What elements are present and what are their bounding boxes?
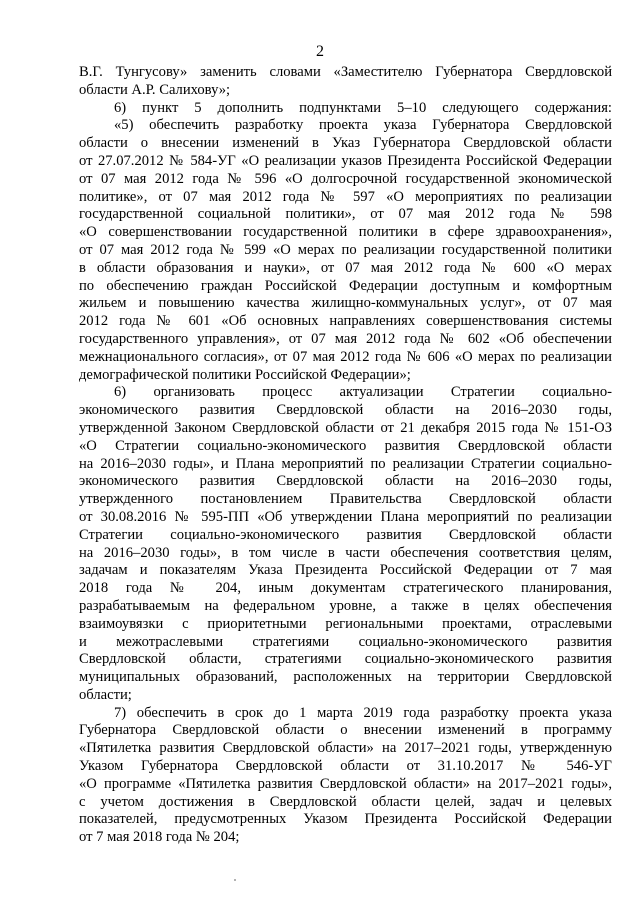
text-line: В.Г. Тунгусову» заменить словами «Заместителю Губернатора Свердловской bbox=[79, 64, 612, 80]
text-line: 6) организовать процесс актуализации Стратегии социально- bbox=[114, 384, 612, 401]
text-line: Свердловской области, стратегиями социально-экономического развития bbox=[79, 651, 612, 668]
text-line: от 07 мая 2012 года № 599 «О мерах по реализации государственной политики bbox=[79, 241, 612, 258]
text-line: «Пятилетка развития Свердловской области» на 2017–2021 годы, утвержденную bbox=[79, 740, 612, 757]
text-line: 7) обеспечить в срок до 1 марта 2019 года разработку проекта указа bbox=[114, 704, 612, 721]
text-line: политике», от 07 мая 2012 года № 597 «О мероприятиях по реализации bbox=[79, 188, 612, 205]
text-line: 2018 года № 204, иным документам стратегического планирования, bbox=[79, 580, 612, 597]
text-line: экономического развития Свердловской области на 2016–2030 годы, bbox=[79, 402, 612, 419]
page-number: 2 bbox=[316, 43, 324, 60]
text-line: от 7 мая 2018 года № 204; bbox=[79, 829, 240, 846]
text-line: Губернатора Свердловской области о внесении изменений в программу bbox=[79, 722, 612, 739]
document-body bbox=[79, 64, 612, 847]
text-line: области А.Р. Салихову»; bbox=[79, 81, 231, 98]
text-line: «О программе «Пятилетка развития Свердловской области» на 2017–2021 годы», bbox=[79, 775, 612, 792]
text-line: задачам и показателям Указа Президента Российской Федерации от 7 мая bbox=[79, 562, 612, 579]
text-line: утвержденной Законом Свердловской области от 21 декабря 2015 года № 151-ОЗ bbox=[79, 419, 612, 436]
text-line: утвержденного постановлением Правительства Свердловской области bbox=[79, 491, 612, 508]
text-line: области; bbox=[79, 686, 132, 703]
text-line: «5) обеспечить разработку проекта указа Губернатора Свердловской bbox=[114, 117, 612, 134]
text-line: и межотраслевыми стратегиями социально-экономического развития bbox=[79, 633, 612, 650]
text-line: от 30.08.2016 № 595-ПП «Об утверждении Плана мероприятий по реализации bbox=[79, 508, 612, 525]
text-line: 6) пункт 5 дополнить подпунктами 5–10 следующего содержания: bbox=[114, 99, 612, 116]
text-line: государственного управления», от 07 мая 2012 года № 602 «Об обеспечении bbox=[79, 330, 612, 347]
text-line: области о внесении изменений в Указ Губернатора Свердловской области bbox=[79, 135, 612, 152]
text-line: от 07 мая 2012 года № 596 «О долгосрочной государственной экономической bbox=[79, 170, 612, 187]
text-line: муниципальных образований, расположенных на территории Свердловской bbox=[79, 669, 612, 686]
scan-speck bbox=[234, 879, 236, 881]
text-line: 2012 года № 601 «Об основных направлениях совершенствования системы bbox=[79, 313, 612, 330]
text-line: экономического развития Свердловской области на 2016–2030 годы, bbox=[79, 473, 612, 490]
text-line: на 2016–2030 годы», в том числе в части обеспечения соответствия целям, bbox=[79, 544, 612, 561]
text-line: межнационального согласия», от 07 мая 2012 года № 606 «О мерах по реализации bbox=[79, 348, 612, 365]
text-line: в области образования и науки», от 07 мая 2012 года № 600 «О мерах bbox=[79, 259, 612, 276]
text-line: от 27.07.2012 № 584-УГ «О реализации указов Президента Российской Федерации bbox=[79, 152, 612, 169]
text-line: с учетом достижения в Свердловской области целей, задач и целевых bbox=[79, 793, 612, 810]
text-line: демографической политики Российской Федерации»; bbox=[79, 366, 411, 383]
text-line: по обеспечению граждан Российской Федерации доступным и комфортным bbox=[79, 277, 612, 294]
text-line: Стратегии социально-экономического развития Свердловской области bbox=[79, 526, 612, 543]
text-line: «О совершенствовании государственной политики в сфере здравоохранения», bbox=[79, 224, 612, 241]
text-line: разрабатываемым на федеральном уровне, а также в целях обеспечения bbox=[79, 597, 612, 614]
text-line: взаимоувязки с приоритетными региональными проектами, отраслевыми bbox=[79, 615, 612, 632]
text-line: на 2016–2030 годы», и Плана мероприятий по реализации Стратегии социально- bbox=[79, 455, 612, 472]
text-line: Указом Губернатора Свердловской области от 31.10.2017 № 546-УГ bbox=[79, 758, 612, 775]
text-line: государственной социальной политики», от 07 мая 2012 года № 598 bbox=[79, 206, 612, 223]
text-line: показателей, предусмотренных Указом Президента Российской Федерации bbox=[79, 811, 612, 828]
text-line: «О Стратегии социально-экономического развития Свердловской области bbox=[79, 437, 612, 454]
text-line: жильем и повышению качества жилищно-коммунальных услуг», от 07 мая bbox=[79, 295, 612, 312]
